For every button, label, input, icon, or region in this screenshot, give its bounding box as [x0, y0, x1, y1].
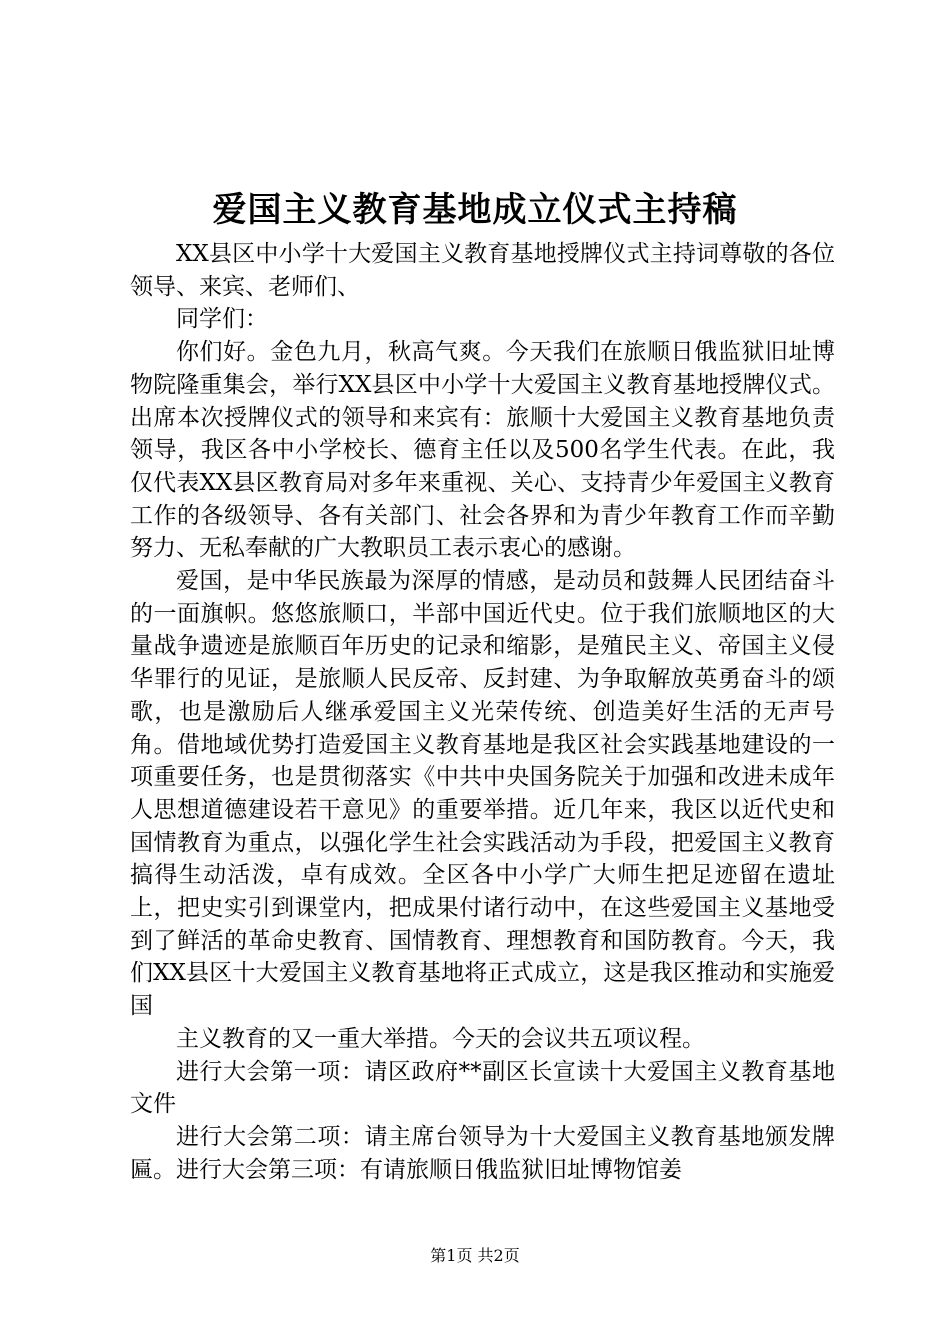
paragraph-intro: XX县区中小学十大爱国主义教育基地授牌仪式主持词尊敬的各位领导、来宾、老师们、	[130, 241, 835, 300]
paragraph-agenda-item-1: 进行大会第一项：请区政府**副区长宣读十大爱国主义教育基地文件	[130, 1058, 835, 1118]
paragraph-welcome: 你们好。金色九月，秋高气爽。今天我们在旅顺日俄监狱旧址博物院隆重集会，举行XX县区中小学十大爱国主义教育基地授牌仪式。出席本次授牌仪式的领导和来宾有：旅顺十大爱国主义教育基地负责领导，我区各中小学校长、德育主任以及500名学生代表。在此，我仅代表XX县区教育局对多年来重视、关心、支持青少年爱国主义教育工作的各级领导、各有关部门、社会各界和为青少年教育工作而辛勤努力、无私奉献的广大教职员工表示衷心的感谢。	[130, 339, 835, 562]
paragraph-agenda-intro: 主义教育的又一重大举措。今天的会议共五项议程。	[176, 1025, 705, 1052]
document-title: 爱国主义教育基地成立仪式主持稿	[212, 190, 738, 230]
paragraph-patriotism: 爱国，是中华民族最为深厚的情感，是动员和鼓舞人民团结奋斗的一面旗帜。悠悠旅顺口，半部中国近代史。位于我们旅顺地区的大量战争遗迹是旅顺百年历史的记录和缩影，是殖民主义、帝国主义侵华罪行的见证，是旅顺人民反帝、反封建、为争取解放英勇奋斗的颂歌，也是激励后人继承爱国主义光荣传统、创造美好生活的无声号角。借地域优势打造爱国主义教育基地是我区社会实践基地建设的一项重要任务，也是贯彻落实《中共中央国务院关于加强和改进未成年人思想道德建设若干意见》的重要举措。近几年来，我区以近代史和国情教育为重点，以强化学生社会实践活动为手段，把爱国主义教育搞得生动活泼，卓有成效。全区各中小学广大师生把足迹留在遗址上，把史实引到课堂内，把成果付诸行动中，在这些爱国主义基地受到了鲜活的革命史教育、国情教育、理想教育和国防教育。今天，我们XX县区十大爱国主义教育基地将正式成立，这是我区推动和实施爱国	[130, 568, 835, 1020]
paragraph-greeting: 同学们：	[176, 306, 268, 333]
page-footer: 第1页 共2页	[430, 1246, 520, 1265]
document-body	[130, 238, 835, 1186]
paragraph-agenda-item-2: 进行大会第二项：请主席台领导为十大爱国主义教育基地颁发牌匾。进行大会第三项：有请旅顺日俄监狱旧址博物馆姜	[130, 1123, 835, 1183]
